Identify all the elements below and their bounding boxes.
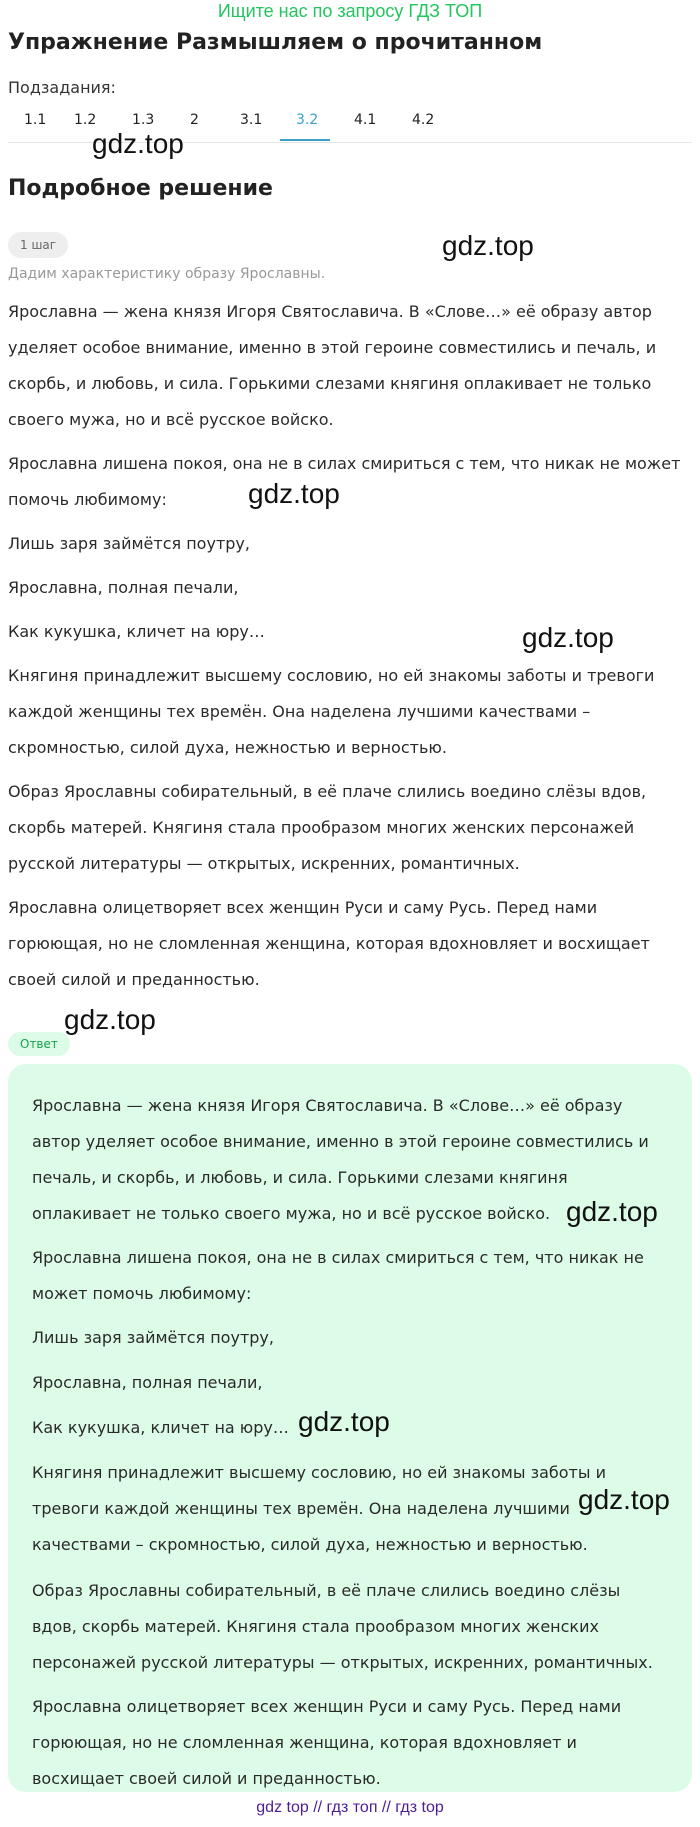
poem-line: Лишь заря займётся поутру, <box>8 534 250 553</box>
promo-banner[interactable]: Ищите нас по запросу ГДЗ ТОП <box>217 1 483 21</box>
answer-poem-line: Как кукушка, кличет на юру… <box>32 1418 289 1437</box>
tab-1-1[interactable]: 1.1 <box>24 112 47 128</box>
subtasks-label: Подзадания: <box>8 78 116 97</box>
answer-paragraph: Ярославна — жена князя Игоря Святославича. В «Слове…» её образу автор уделяет особое внимание, именно в этой героине совместились и печаль, и скорбь, и любовь, и сила. Горькими слезами княгиня оплакивает не только своего мужа, но и всё русское войско. <box>32 1096 649 1223</box>
watermark: gdz.top <box>92 128 184 159</box>
answer-poem-line: Лишь заря займётся поутру, <box>32 1328 274 1347</box>
tab-4-1[interactable]: 4.1 <box>354 112 377 128</box>
watermark: gdz.top <box>248 478 340 509</box>
answer-paragraph: Ярославна лишена покоя, она не в силах смириться с тем, что никак не может помочь любимому: <box>32 1248 644 1303</box>
poem-line: Как кукушка, кличет на юру… <box>8 622 265 641</box>
active-tab-indicator <box>280 139 330 141</box>
step-description: Дадим характеристику образу Ярославны. <box>8 266 326 282</box>
watermark: gdz.top <box>64 1004 156 1035</box>
answer-paragraph: Княгиня принадлежит высшему сословию, но ей знакомы заботы и тревоги каждой женщины тех времён. Она наделена лучшими качествами – скромностью, силой духа, нежностью и верностью. <box>32 1463 606 1554</box>
tab-2[interactable]: 2 <box>190 112 199 128</box>
tab-1-3[interactable]: 1.3 <box>132 112 155 128</box>
watermark: gdz.top <box>442 230 534 261</box>
step-badge: 1 шаг <box>8 232 68 258</box>
solution-paragraph: Княгиня принадлежит высшему сословию, но ей знакомы заботы и тревоги каждой женщины тех времён. Она наделена лучшими качествами – скромностью, силой духа, нежностью и верностью. <box>8 666 655 757</box>
solution-paragraph: Ярославна — жена князя Игоря Святославича. В «Слове…» её образу автор уделяет особое внимание, именно в этой героине совместились и печаль, и скорбь, и любовь, и сила. Горькими слезами княгиня оплакивает не только своего мужа, но и всё русское войско. <box>8 302 657 429</box>
solution-heading: Подробное решение <box>8 176 273 201</box>
tab-1-2[interactable]: 1.2 <box>74 112 97 128</box>
watermark: gdz.top <box>522 622 614 653</box>
answer-badge: Ответ <box>8 1032 70 1056</box>
solution-paragraph: Ярославна лишена покоя, она не в силах смириться с тем, что никак не может помочь любимому: <box>8 454 681 509</box>
solution-paragraph: Ярославна олицетворяет всех женщин Руси и саму Русь. Перед нами горюющая, но не сломленная женщина, которая вдохновляет и восхищает своей силой и преданностью. <box>8 898 650 989</box>
watermark: gdz.top <box>566 1196 658 1227</box>
footer-links[interactable]: gdz top // гдз топ // гдз top <box>256 1799 444 1816</box>
tab-3-1[interactable]: 3.1 <box>240 112 263 128</box>
watermark: gdz.top <box>298 1406 390 1437</box>
tab-3-2[interactable]: 3.2 <box>296 112 319 128</box>
answer-paragraph: Образ Ярославны собирательный, в её плаче слились воедино слёзы вдов, скорбь матерей. Княгиня стала прообразом многих женских персонажей русской литературы — открытых, искренних, романтичных. <box>32 1581 653 1672</box>
answer-poem-line: Ярославна, полная печали, <box>32 1373 263 1392</box>
poem-line: Ярославна, полная печали, <box>8 578 239 597</box>
watermark: gdz.top <box>578 1484 670 1515</box>
answer-paragraph: Ярославна олицетворяет всех женщин Руси и саму Русь. Перед нами горюющая, но не сломленная женщина, которая вдохновляет и восхищает своей силой и преданностью. <box>32 1697 622 1788</box>
page-title: Упражнение Размышляем о прочитанном <box>8 30 543 55</box>
tab-4-2[interactable]: 4.2 <box>412 112 435 128</box>
solution-paragraph: Образ Ярославны собирательный, в её плаче слились воедино слёзы вдов, скорбь матерей. Княгиня стала прообразом многих женских персонажей русской литературы — открытых, искренних, романтичных. <box>8 782 647 873</box>
